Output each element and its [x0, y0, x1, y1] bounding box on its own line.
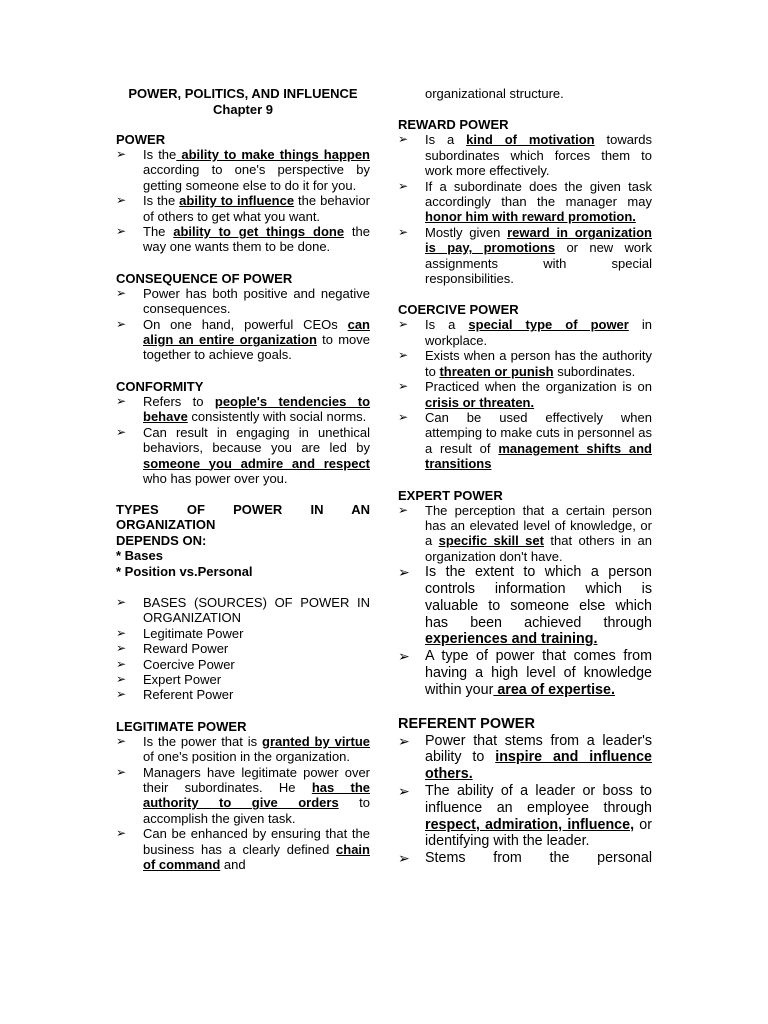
arrow-bullet-icon: ➢ — [398, 178, 409, 193]
heading-types-line1: TYPES OF POWER IN AN — [116, 502, 370, 518]
arrow-bullet-icon: ➢ — [116, 285, 127, 300]
arrow-bullet-icon: ➢ — [116, 193, 127, 208]
arrow-bullet-icon: ➢ — [116, 764, 127, 779]
list-item: ➢ Expert Power — [116, 671, 222, 687]
document-title: POWER, POLITICS, AND INFLUENCE — [128, 86, 358, 101]
arrow-bullet-icon: ➢ — [116, 424, 127, 439]
list-item: ➢ The ability to get things done the way one wants them to be done. — [116, 224, 371, 255]
legitimate-list — [116, 734, 370, 873]
list-item: ➢ Is the power that is granted by virtue of one's position in the organization. — [116, 733, 370, 765]
list-item: ➢ Can be used effectively when attemping to make cuts in personnel as a result of management shifts and transitions — [398, 409, 652, 472]
heading-conformity: CONFORMITY — [116, 378, 204, 394]
heading-reward: REWARD POWER — [398, 117, 509, 133]
arrow-bullet-icon: ➢ — [116, 316, 127, 331]
types-item-bases: * Bases — [116, 548, 163, 564]
list-item: ➢ The ability of a leader or boss to influence an employee through respect, admiration, influence, or identifying with the leader. — [398, 782, 652, 850]
types-item-position: * Position vs.Personal — [116, 563, 253, 579]
heading-referent: REFERENT POWER — [398, 715, 535, 732]
arrow-bullet-icon: ➢ — [398, 132, 409, 147]
arrow-bullet-icon: ➢ — [398, 648, 410, 665]
heading-power: POWER — [116, 132, 166, 147]
consequence-list — [116, 286, 370, 363]
arrow-bullet-icon: ➢ — [398, 409, 409, 424]
list-item: ➢ Refers to people's tendencies to behave consistently with social norms. — [116, 393, 371, 425]
depends-on: DEPENDS ON: — [116, 532, 207, 548]
list-item: ➢ Can result in engaging in unethical behaviors, because you are led by someone you admire and respect who has power over you. — [116, 424, 370, 486]
heading-consequence: CONSEQUENCE OF POWER — [116, 270, 293, 286]
list-item: ➢ Stems from the personal — [398, 850, 652, 867]
list-item: ➢ Is the ability to influence the behavior of others to get what you want. — [116, 193, 370, 224]
heading-coercive: COERCIVE POWER — [398, 302, 519, 318]
list-item: ➢ A type of power that comes from having a high level of knowledge within your area of expertise. — [398, 648, 652, 698]
list-item: ➢ If a subordinate does the given task accordingly than the manager may honor him with reward promotion. — [398, 178, 652, 225]
list-item: ➢ Power that stems from a leader's ability to inspire and influence others. — [398, 732, 653, 783]
expert-list-large — [398, 564, 652, 698]
left-column — [116, 86, 370, 872]
arrow-bullet-icon: ➢ — [116, 826, 127, 841]
bases-list — [116, 595, 370, 703]
arrow-bullet-icon: ➢ — [398, 502, 409, 517]
list-item: ➢ Power has both positive and negative consequences. — [116, 285, 370, 317]
list-item: ➢ Is the ability to make things happen according to one's perspective by getting someone else to do it for you. — [116, 147, 370, 193]
arrow-bullet-icon: ➢ — [116, 147, 127, 161]
list-item: ➢ Is the extent to which a person controls information which is valuable to someone else which has been achieved through experiences and training. — [398, 564, 652, 648]
arrow-bullet-icon: ➢ — [116, 671, 127, 686]
arrow-bullet-icon: ➢ — [398, 224, 409, 239]
continued-text: organizational structure. — [425, 86, 564, 101]
right-column — [398, 86, 652, 867]
conformity-list — [116, 394, 370, 486]
arrow-bullet-icon: ➢ — [116, 594, 127, 609]
referent-list — [398, 733, 652, 867]
arrow-bullet-icon: ➢ — [116, 393, 127, 408]
list-item: ➢ Managers have legitimate power over their subordinates. He has the authority to give orders to accomplish the given task. — [116, 764, 370, 826]
list-item: ➢ The perception that a certain person has an elevated level of knowledge, or a specific skill set that others in an organization don't have. — [398, 502, 652, 564]
arrow-bullet-icon: ➢ — [398, 732, 410, 749]
power-list — [116, 147, 370, 255]
heading-expert: EXPERT POWER — [398, 487, 503, 503]
arrow-bullet-icon: ➢ — [398, 564, 410, 581]
arrow-bullet-icon: ➢ — [116, 656, 127, 671]
list-item: ➢ Can be enhanced by ensuring that the business has a clearly defined chain of command and — [116, 826, 370, 873]
arrow-bullet-icon: ➢ — [398, 782, 410, 799]
list-item: ➢ Referent Power — [116, 687, 234, 703]
arrow-bullet-icon: ➢ — [116, 641, 127, 656]
list-item: ➢ Is a kind of motivation towards subordinates which forces them to work more effectively. — [398, 132, 652, 179]
arrow-bullet-icon: ➢ — [116, 733, 127, 748]
list-item: ➢ BASES (SOURCES) OF POWER IN ORGANIZATION — [116, 594, 370, 626]
types-line2: ORGANIZATION — [116, 517, 216, 533]
list-item: ➢ On one hand, powerful CEOs can align an entire organization to move together to achieve goals. — [116, 316, 370, 363]
coercive-list — [398, 317, 652, 471]
reward-list — [398, 132, 652, 286]
list-item: ➢ Legitimate Power — [116, 625, 244, 641]
list-item: ➢ Reward Power — [116, 641, 229, 657]
heading-legitimate: LEGITIMATE POWER — [116, 718, 247, 734]
list-item: ➢ Mostly given reward in organization is pay, promotions or new work assignments with special responsibilities. — [398, 224, 652, 287]
arrow-bullet-icon: ➢ — [398, 348, 409, 363]
arrow-bullet-icon: ➢ — [116, 224, 127, 239]
chapter-label: Chapter 9 — [213, 102, 273, 117]
list-item: ➢ Coercive Power — [116, 656, 235, 672]
list-item: ➢ Exists when a person has the authority to threaten or punish subordinates. — [398, 348, 652, 379]
list-item: ➢ Practiced when the organization is on crisis or threaten. — [398, 379, 652, 410]
list-item: ➢ Is a special type of power in workplace. — [398, 317, 653, 348]
arrow-bullet-icon: ➢ — [398, 379, 409, 394]
arrow-bullet-icon: ➢ — [116, 687, 127, 702]
arrow-bullet-icon: ➢ — [398, 850, 410, 867]
arrow-bullet-icon: ➢ — [398, 317, 409, 332]
expert-list — [398, 503, 652, 565]
arrow-bullet-icon: ➢ — [116, 625, 127, 640]
